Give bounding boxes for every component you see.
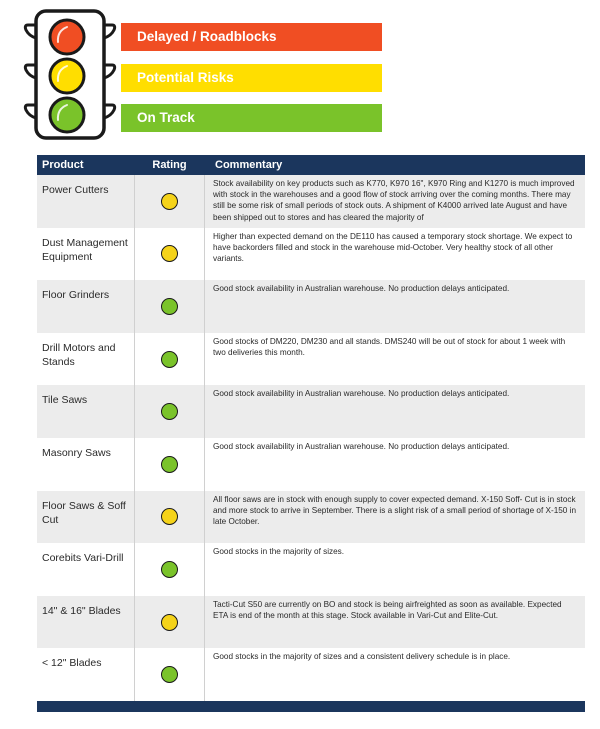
table-row [37,333,585,386]
product-name: Masonry Saws [42,446,111,459]
on-track-status-icon [161,561,178,578]
header-rating: Rating [152,159,187,171]
table-body [37,175,585,701]
rating-cell [134,648,205,701]
rating-legend [20,8,365,143]
rating-cell [134,280,205,333]
product-name: Tile Saws [42,394,88,407]
table-footer-bar [37,701,585,712]
on-track-status-icon [161,666,178,683]
potential-risk-status-icon [161,193,178,210]
product-name: 14" & 16" Blades [42,604,121,617]
rating-cell [134,385,205,438]
commentary-text: Good stock availability in Australian warehouse. No production delays anticipated. [213,441,510,451]
rating-cell [134,175,205,228]
table-row [37,438,585,491]
rating-cell [134,491,205,544]
product-name: Dust Management Equipment [42,236,128,263]
product-name: Drill Motors and Stands [42,341,116,368]
rating-cell [134,228,205,281]
legend-potential-risks-label: Potential Risks [137,70,234,85]
potential-risk-status-icon [161,245,178,262]
product-name: < 12" Blades [42,657,102,670]
header-commentary: Commentary [215,159,283,171]
table-row [37,491,585,544]
rating-cell [134,543,205,596]
commentary-text: Good stocks in the majority of sizes. [213,547,345,557]
potential-risk-status-icon [161,614,178,631]
traffic-light-icon [20,8,120,143]
commentary-text: Tacti-Cut S50 are currently on BO and stock is being airfreighted as soon as available. Expected ETA is end of the month at this stage. Stock available in Vari-Cut and Elite-Cut. [213,599,562,620]
rating-cell [134,438,205,491]
commentary-text: Good stock availability in Australian warehouse. No production delays anticipated. [213,389,510,399]
product-name: Floor Saws & Soff Cut [42,499,126,526]
table-row [37,385,585,438]
potential-risk-status-icon [161,508,178,525]
on-track-status-icon [161,403,178,420]
commentary-text: Stock availability on key products such as K770, K970 16", K970 Ring and K1270 is much improved with stock in the warehouses and a good flow of stock arriving over the coming months. There may still be some risk of small periods of stock outs. A shipment of K4000 arrived late August and have been shipped out to stores and has cleared the majority of [213,179,575,222]
commentary-text: All floor saws are in stock with enough supply to cover expected demand. X-150 Soff- Cut is in stock and more stock to arrive in September. There is a slight risk of a small period of shortage of X-150 in late October. [213,494,577,526]
table-row [37,175,585,228]
stock-status-table [37,155,585,712]
table-row [37,596,585,649]
product-name: Floor Grinders [42,289,110,302]
commentary-text: Good stocks of DM220, DM230 and all stands. DMS240 will be out of stock for about 1 week with two deliveries this month. [213,336,566,357]
rating-cell [134,333,205,386]
table-row [37,543,585,596]
on-track-status-icon [161,351,178,368]
table-header [37,155,585,175]
commentary-text: Good stock availability in Australian warehouse. No production delays anticipated. [213,284,510,294]
product-name: Corebits Vari-Drill [42,552,124,565]
on-track-status-icon [161,456,178,473]
legend-delayed-label: Delayed / Roadblocks [137,29,277,44]
on-track-status-icon [161,298,178,315]
table-row [37,648,585,701]
rating-cell [134,596,205,649]
product-name: Power Cutters [42,184,109,196]
legend-potential-risks [121,64,382,92]
table-row [37,228,585,281]
table-row [37,280,585,333]
legend-on-track [121,104,382,132]
commentary-text: Good stocks in the majority of sizes and a consistent delivery schedule is in place. [213,652,511,662]
commentary-text: Higher than expected demand on the DE110 has caused a temporary stock shortage. We expect to have backorders filled and stock in the warehouse mid-October. Very healthy stock of all other variants. [213,231,573,263]
legend-delayed [121,23,382,51]
legend-on-track-label: On Track [137,110,195,125]
header-product: Product [42,159,84,171]
